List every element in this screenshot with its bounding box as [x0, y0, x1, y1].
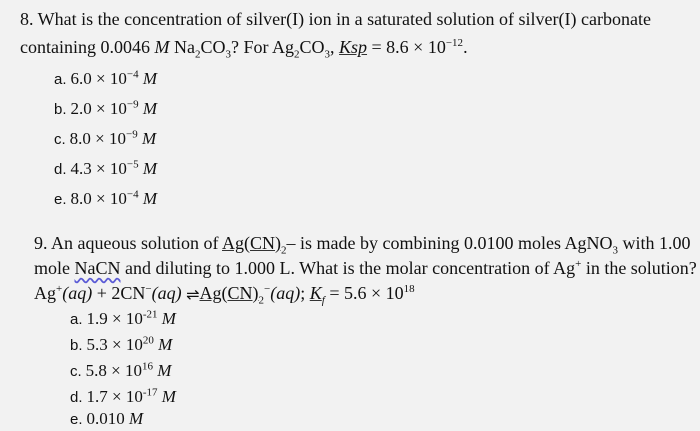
q8-option-e[interactable]: e. $8.0 \times 10^{-4}$ M — [54, 188, 157, 208]
q8-option-c[interactable]: c. $8.0 \times 10^{-9}$ M — [54, 128, 157, 148]
q9-option-d[interactable]: d. $1.7 \times 10^{-17}$ M — [70, 386, 176, 406]
nacn-word: NaCN — [74, 258, 121, 278]
q8-stem-line1: 8. What is the concentration of silver(I) ion in a saturated solution of silver(I) carbonate — [20, 9, 651, 29]
q9-option-c[interactable]: c. $5.8 \times 10^{16}$ M — [70, 360, 172, 380]
q9-option-b[interactable]: b. $5.3 \times 10^{20}$ M — [70, 334, 173, 354]
equilibrium-arrow-icon: ⇌ — [186, 285, 200, 304]
q8-option-d[interactable]: d. $4.3 \times 10^{-5}$ M — [54, 158, 157, 178]
q9-stem-line2: mole NaCN and diluting to 1.000 L. What is the molar concentration of Ag+ in the solution? — [34, 258, 697, 278]
ksp-symbol: Ksp — [339, 37, 368, 57]
q8-stem-line2: containing 0.0046 M $Na_2CO_3$? For $Ag_2CO_3$, Ksp = $8.6 \times 10^{-12}$. — [20, 37, 468, 61]
q9-option-a[interactable]: a. $1.9 \times 10^{-21}$ M — [70, 308, 176, 328]
q9-equation: Ag+(aq) + 2CN−(aq) $\rightleftharpoons Ag(CN)_2^-(aq)$; $K_f = 5.6 \times 10^{18}$ — [34, 283, 415, 307]
q8-option-b[interactable]: b. $2.0 \times 10^{-9}$ M — [54, 98, 157, 118]
q8-option-a[interactable]: a. $6.0 \times 10^{-4}$ M — [54, 68, 157, 88]
agcn-link: Ag(CN) — [222, 233, 281, 253]
q9-option-e[interactable]: e. 0.010 M — [70, 409, 144, 428]
q9-stem-line1: 9. An aqueous solution of $Ag(CN)_2-$ is made by combining 0.0100 moles AgNO$_3$ with 1.00 — [34, 233, 691, 257]
